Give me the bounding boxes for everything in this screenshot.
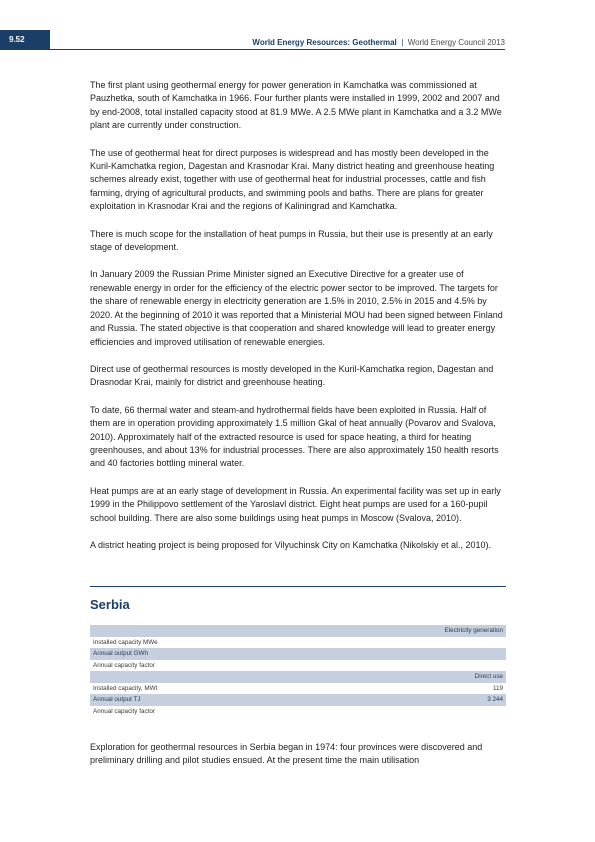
paragraph: There is much scope for the installation of heat pumps in Russia, but their use is presently at an early stage of development. xyxy=(90,228,493,253)
header-label: Electricity generation xyxy=(444,627,503,634)
running-header xyxy=(252,38,505,47)
page-number-tab xyxy=(0,30,50,50)
running-header-publisher: World Energy Council 2013 xyxy=(407,38,505,47)
table-row xyxy=(90,648,506,660)
paragraph: Heat pumps are at an early stage of development in Russia. An experimental facility was set up in early 1999 in the Philippovo settlement of the Yaroslavl district. Eight heat pumps are used for a 160-pupil school building. There are also some buildings using heat pumps in Moscow (Svalova, 2010). xyxy=(90,485,501,523)
row-label: Annual output GWh xyxy=(93,650,148,657)
table-row xyxy=(90,694,506,706)
running-header-separator: | xyxy=(398,38,406,47)
paragraph: A district heating project is being proposed for Vilyuchinsk City on Kamchatka (Nikolskiy et al., 2010). xyxy=(90,539,492,550)
table-header-direct-use xyxy=(90,671,506,683)
table-row xyxy=(90,706,506,718)
row-label: Installed capacity MWe xyxy=(93,638,158,646)
paragraph: The first plant using geothermal energy for power generation in Kamchatka was commissioned at Pauzhetka, south of Kamchatka in 1966. Four further plants were installed in 1999, 2002 and 2007 and by end-2008, total installed capacity stood at 81.9 MWe. A 2.5 MWe plant in Kamchatka and a 3.2 MWe plant are currently under construction. xyxy=(90,80,502,131)
row-label: Annual output TJ xyxy=(93,696,141,703)
section-title: Serbia xyxy=(90,597,130,612)
running-header-title: World Energy Resources: Geothermal xyxy=(252,38,397,47)
row-value: 3 244 xyxy=(487,696,503,703)
row-label: Annual capacity factor xyxy=(93,661,155,669)
table-header-electricity xyxy=(90,625,506,637)
page-number: 9.52 xyxy=(9,35,25,44)
section-divider xyxy=(90,586,506,587)
paragraph: Direct use of geothermal resources is mostly developed in the Kuril-Kamchatka region, Dagestan and Drasnodar Krai, mainly for district and greenhouse heating. xyxy=(90,363,494,388)
header-rule xyxy=(50,49,505,50)
row-label: Installed capacity, MWt xyxy=(93,684,158,692)
header-label: Direct use xyxy=(474,673,503,680)
row-label: Annual capacity factor xyxy=(93,707,155,715)
serbia-stats-table xyxy=(90,625,506,717)
body-text xyxy=(90,79,506,552)
table-row xyxy=(90,637,506,649)
paragraph: In January 2009 the Russian Prime Minister signed an Executive Directive for a greater use of renewable energy in order for the efficiency of the electric power sector to be improved. The targets for the share of renewable energy in electricity generation are 1.5% in 2010, 2.5% in 2015 and 4.5% by 2020. At the beginning of 2010 it was reported that a Ministerial MOU had been signed between Finland and Russia. The stated objective is that cooperation and shared knowledge will lead to greater energy efficiencies and improved utilisation of renewable energies. xyxy=(90,269,503,347)
closing-paragraph: Exploration for geothermal resources in Serbia began in 1974: four provinces were discovered and preliminary drilling and pilot studies ensued. At the present time the main utilisation xyxy=(90,742,483,766)
table-row xyxy=(90,660,506,672)
paragraph: The use of geothermal heat for direct purposes is widespread and has mostly been developed in the Kuril-Kamchatka region, Dagestan and Krasnodar Krai. Many district heating and greenhouse heating schemes already exist, together with use of geothermal heat for industrial processes, cattle and fish farming, drying of agricultural products, and swimming pools and baths. There are plans for greater exploitation in Krasnodar Krai and the regions of Kaliningrad and Kamchatka. xyxy=(90,147,495,212)
row-value: 119 xyxy=(492,684,503,692)
table-row xyxy=(90,683,506,695)
paragraph: To date, 66 thermal water and steam-and hydrothermal fields have been exploited in Russia. Half of them are in operation providing approximately 1.5 million Gkal of heat annually (Povarov and Svalova, 2010). Approximately half of the extracted resource is used for space heating, a third for heating greenhouses, and about 13% for industrial processes. There are also approximately 150 health resorts and 40 factories bottling mineral water. xyxy=(90,404,499,469)
